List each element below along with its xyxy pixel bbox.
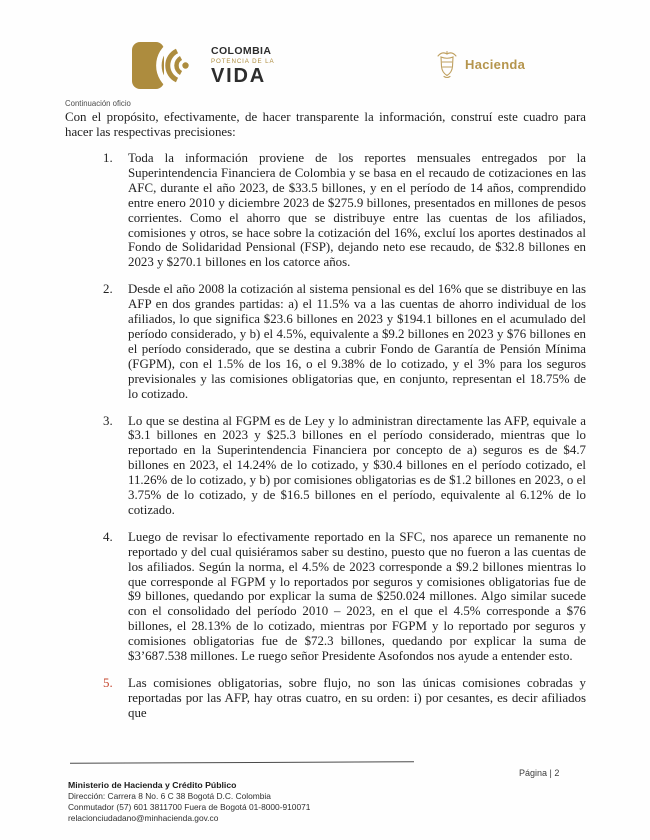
footer-email: relacionciudadano@minhacienda.gov.co <box>68 812 219 823</box>
footer-phone: Conmutador (57) 601 3811700 Fuera de Bogotá 01-8000-910071 <box>68 801 311 812</box>
footer-ministry: Ministerio de Hacienda y Crédito Público <box>68 780 237 790</box>
item-text: Toda la información proviene de los reportes mensuales entregados por la Superintendencia Financiera de Colombia y se basa en el recaudo de cotizaciones en las AFC, durante el año 2023, de $33.5 billones, y en el período de 14 años, comprendido entre enero 2010 y diciembre 2023 de $275.9 billones, presentados en millones de pesos corrientes. Como el ahorro que se distribuye entre las cuentas de los afiliados, comisiones y otros, se hace sobre la cotización del 16%, excluí los aportes destinados al Fondo de Solidaridad Pensional (FSP), dejando neto ese recaudo, de $32.8 billones en 2023 y $270.1 billones en los catorce años. <box>128 151 586 270</box>
footer-address: Dirección: Carrera 8 No. 6 C 38 Bogotá D.C. Colombia <box>68 790 271 801</box>
footer-block <box>68 780 310 824</box>
colombia-logo <box>132 40 275 92</box>
list-item <box>103 282 586 401</box>
item-number-highlighted: 5. <box>103 676 113 690</box>
numbered-list <box>103 151 586 733</box>
intro-paragraph: Con el propósito, efectivamente, de hacer transparente la información, construí este cuadro para hacer las respectivas precisiones: <box>65 110 586 139</box>
coat-of-arms-icon <box>436 49 458 79</box>
hacienda-logo <box>436 49 525 79</box>
footer-divider <box>70 761 414 764</box>
list-item <box>103 676 586 721</box>
item-text: Luego de revisar lo efectivamente reportado en la SFC, nos aparece un remanente no reportado y del cual quisiéramos saber su destino, puesto que no fueron a las cuentas de los afiliados. Según la norma, el 4.5% de 2023 corresponde a $9.2 billones mientras lo que corresponde al FGPM y lo reportados por seguros y comisiones obligatorias fue de $9 billones, quedando por explicar la suma de $250.024 millones. Algo similar sucede con el consolidado del período 2010 – 2023, en el que el 4.5% corresponde a $76 billones, el 28.13% de lo cotizado, mientras por FGPM y lo reportado por seguros y comisiones obligatorias fue de $72.3 billones, quedando por explicar la suma de $3’687.538 millones. Le ruego señor Presidente Asofondos nos ayude a entender esto. <box>128 529 586 664</box>
page-number: Página | 2 <box>519 768 560 778</box>
item-number: 1. <box>103 151 113 165</box>
colombia-logo-subtitle: POTENCIA DE LA <box>211 57 275 65</box>
item-number: 3. <box>103 413 113 428</box>
list-item <box>103 530 586 664</box>
item-number: 4. <box>103 529 113 544</box>
item-text: Las comisiones obligatorias, sobre flujo, no son las únicas comisiones cobradas y reportadas por las AFP, hay otras cuatro, en su orden: i) por cesantes, es decir afiliados que <box>128 676 586 720</box>
colombia-logo-vida: VIDA <box>211 64 266 87</box>
item-text: Desde el año 2008 la cotización al sistema pensional es del 16% que se distribuye en las AFP en dos grandes partidas: a) el 11.5% va a las cuentas de ahorro individual de los afiliados, lo que significa $23.6 billones en 2023 y $194.1 billones en el acumulado del período considerado, y b) el 4.5%, equivalente a $9.2 billones en 2023 y $76 billones en el período considerado, que se destina a cubrir Fondo de Garantía de Pensión Mínima (FGPM), con el 1.5% de los 16, o el 9.38% de lo cotizado, y el 3% para los seguros previsionales y las comisiones obligatorias que, en conjunto, representan el 18.75% de lo cotizado. <box>128 282 586 401</box>
hacienda-logo-label: Hacienda <box>465 56 526 72</box>
colombia-brand-icon <box>132 40 204 92</box>
colombia-logo-text <box>211 46 275 86</box>
colombia-logo-title: COLOMBIA <box>211 45 272 58</box>
list-item <box>103 151 586 270</box>
item-number: 2. <box>103 282 113 297</box>
list-item <box>103 414 586 518</box>
continuation-label: Continuación oficio <box>65 99 131 108</box>
item-text: Lo que se destina al FGPM es de Ley y lo administran directamente las AFP, equivale a $3.1 billones en 2023 y $25.3 billones en el período considerado, mientras que lo reportado en la Superintendencia Financiera por concepto de a) seguros es de $4.7 billones en 2023, el 14.24% de lo cotizado, y $30.4 billones en el período cotizado, el 11.26% de lo cotizado, y b) por comisiones obligatorias es de $1.2 billones en 2023, o el 3.75% de lo cotizado, y de $16.5 billones en el período, equivalente al 6.12% de lo cotizado. <box>128 413 586 517</box>
